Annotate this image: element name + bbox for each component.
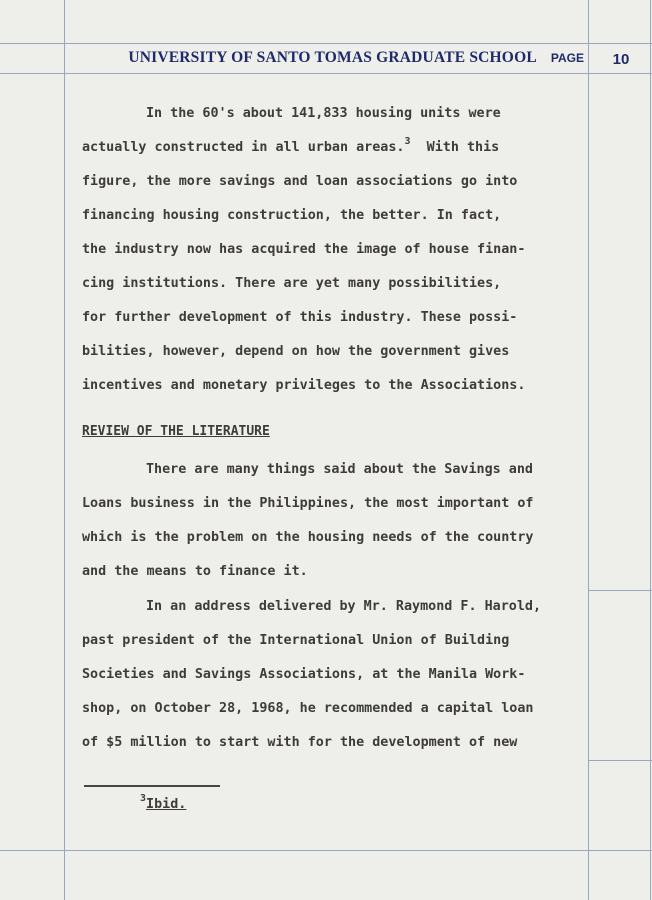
page-label: PAGE [550, 51, 584, 65]
footnote-text: Ibid. [146, 797, 187, 812]
text-line: financing housing construction, the better. In fact, [82, 208, 502, 223]
text-line: shop, on October 28, 1968, he recommended a capital loan [82, 701, 534, 716]
text-line: for further development of this industry. These possi- [82, 310, 518, 325]
footnote-rule [84, 785, 220, 787]
text-line: of $5 million to start with for the development of new [82, 735, 518, 750]
right-margin-rule [588, 0, 589, 900]
text-line: incentives and monetary privileges to the Associations. [82, 378, 526, 393]
text-line: and the means to finance it. [82, 564, 308, 579]
footnote [140, 792, 187, 812]
text-line: In the 60's about 141,833 housing units were [146, 106, 501, 121]
paragraph-1 [82, 97, 588, 403]
text-line: In an address delivered by Mr. Raymond F. Harold, [146, 599, 542, 614]
header-bottom-rule [0, 73, 652, 74]
text-line: figure, the more savings and loan associations go into [82, 174, 518, 189]
text-line: Loans business in the Philippines, the most important of [82, 496, 534, 511]
bottom-rule [0, 850, 652, 851]
text-line: bilities, however, depend on how the government gives [82, 344, 510, 359]
paragraph-3 [82, 590, 588, 760]
text-line: which is the problem on the housing needs of the country [82, 530, 534, 545]
header-title: UNIVERSITY OF SANTO TOMAS GRADUATE SCHOOL [128, 49, 537, 66]
text-line: cing institutions. There are yet many possibilities, [82, 276, 502, 291]
left-margin-rule [64, 0, 65, 900]
paragraph-2 [82, 453, 588, 589]
section-heading: REVIEW OF THE LITERATURE [82, 424, 270, 439]
margin-rule-2 [588, 760, 652, 761]
text-line: actually constructed in all urban areas.$^3$ With this [82, 135, 500, 155]
footnote-marker: 3 [404, 135, 411, 147]
margin-rule-1 [588, 590, 652, 591]
text-line: past president of the International Union of Building [82, 633, 510, 648]
text-line: There are many things said about the Savings and [146, 462, 533, 477]
page-number: 10 [612, 50, 630, 68]
page-column-rule [650, 0, 651, 900]
footnote-number: 3 [140, 792, 147, 804]
page-header [65, 44, 588, 72]
text-line: the industry now has acquired the image of house finan- [82, 242, 526, 257]
text-line: Societies and Savings Associations, at the Manila Work- [82, 667, 526, 682]
